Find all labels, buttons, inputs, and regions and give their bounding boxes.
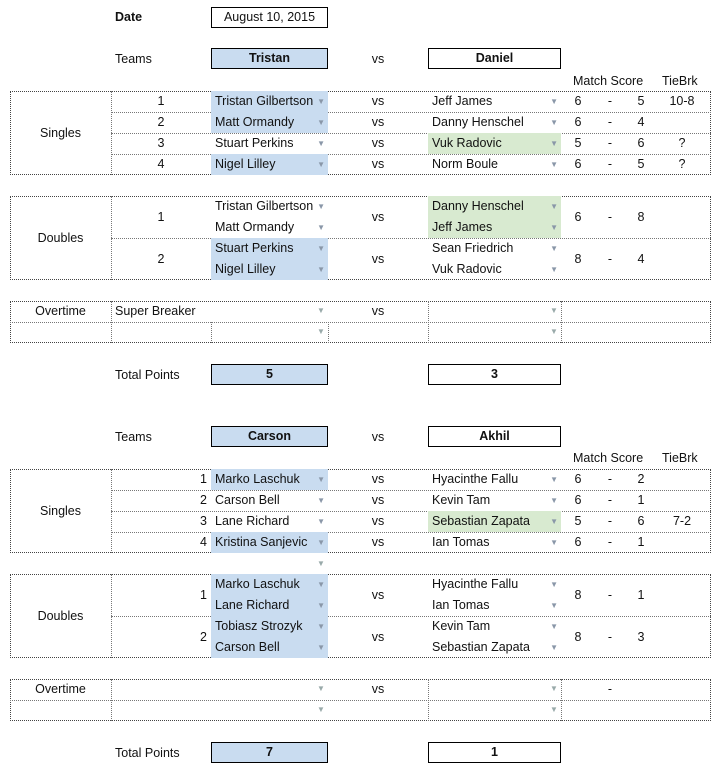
score-dash: -: [607, 252, 613, 266]
singles-player-b[interactable]: Danny Henschel ▼: [428, 112, 561, 133]
doubles-player-b1[interactable]: Kevin Tam ▼: [428, 616, 561, 637]
vs-label: vs: [371, 304, 385, 318]
total-points-a: 7: [211, 742, 328, 763]
singles-label: Singles: [40, 126, 81, 140]
vs-label: vs: [371, 115, 385, 129]
dropdown-arrow-icon[interactable]: ▼: [550, 223, 558, 232]
doubles-player-b2[interactable]: Vuk Radovic ▼: [428, 259, 561, 280]
score-b[interactable]: 6: [637, 136, 645, 150]
total-points-a: 5: [211, 364, 328, 385]
doubles-player-b2[interactable]: Jeff James ▼: [428, 217, 561, 238]
vs-label: vs: [371, 52, 385, 66]
doubles-player-a2[interactable]: Nigel Lilley ▼: [211, 259, 328, 280]
dropdown-arrow-icon[interactable]: ▼: [550, 475, 558, 484]
dropdown-arrow-icon[interactable]: ▼: [550, 118, 558, 127]
singles-player-a[interactable]: Stuart Perkins ▼: [211, 133, 328, 154]
score-b[interactable]: 4: [637, 115, 645, 129]
tiebreak-score[interactable]: 10-8: [669, 94, 695, 108]
total-points-b: 1: [428, 742, 561, 763]
score-a[interactable]: 8: [574, 252, 582, 266]
tiebreak-score[interactable]: ?: [678, 136, 686, 150]
singles-player-b[interactable]: Hyacinthe Fallu ▼: [428, 469, 561, 490]
score-b[interactable]: 1: [637, 493, 645, 507]
match-number: 3: [157, 136, 165, 150]
dropdown-arrow-icon[interactable]: ▼: [317, 580, 325, 589]
total-points-label: Total Points: [115, 368, 180, 382]
score-b[interactable]: 5: [637, 157, 645, 171]
doubles-number: 1: [200, 588, 207, 602]
singles-player-b[interactable]: Kevin Tam ▼: [428, 490, 561, 511]
score-dash: -: [607, 514, 613, 528]
score-dash: -: [607, 472, 613, 486]
vs-label: vs: [371, 472, 385, 486]
score-dash: -: [607, 535, 613, 549]
dropdown-arrow-icon[interactable]: ▼: [550, 139, 558, 148]
match-number: 4: [200, 535, 207, 549]
dropdown-arrow-icon[interactable]: ▼: [317, 160, 325, 169]
dropdown-arrow-icon[interactable]: ▼: [550, 327, 558, 336]
doubles-number: 2: [157, 252, 165, 266]
singles-player-a[interactable]: Matt Ormandy ▼: [211, 112, 328, 133]
score-b[interactable]: 3: [637, 630, 645, 644]
dropdown-arrow-icon[interactable]: ▼: [550, 517, 558, 526]
dropdown-arrow-icon[interactable]: ▼: [317, 327, 325, 336]
dropdown-arrow-icon[interactable]: ▼: [550, 202, 558, 211]
overtime-label: Overtime: [35, 682, 86, 696]
match-number: 3: [200, 514, 207, 528]
vs-label: vs: [371, 136, 385, 150]
teams-label: Teams: [115, 52, 152, 66]
tiebreak-score[interactable]: [660, 469, 704, 489]
vs-label: vs: [371, 535, 385, 549]
score-a[interactable]: 6: [574, 94, 582, 108]
score-a[interactable]: 5: [574, 514, 582, 528]
singles-player-b[interactable]: Jeff James ▼: [428, 91, 561, 112]
score-a[interactable]: 6: [574, 472, 582, 486]
score-b[interactable]: 4: [637, 252, 645, 266]
score-a[interactable]: 8: [574, 588, 582, 602]
singles-player-b[interactable]: Vuk Radovic ▼: [428, 133, 561, 154]
date-label: Date: [115, 10, 143, 24]
doubles-player-b2[interactable]: Sebastian Zapata ▼: [428, 637, 561, 658]
singles-player-a[interactable]: Lane Richard ▼: [211, 511, 328, 532]
singles-player-a[interactable]: Marko Laschuk ▼: [211, 469, 328, 490]
score-dash: -: [607, 493, 613, 507]
vs-label: vs: [371, 157, 385, 171]
dropdown-arrow-icon[interactable]: ▼: [317, 684, 325, 693]
vs-label: vs: [371, 430, 385, 444]
dropdown-arrow-icon[interactable]: ▼: [317, 517, 325, 526]
score-dash: -: [607, 210, 613, 224]
tiebreak-header: TieBrk: [662, 74, 698, 88]
doubles-number: 2: [200, 630, 207, 644]
dropdown-arrow-icon[interactable]: ▼: [317, 244, 325, 253]
score-b[interactable]: 8: [637, 210, 645, 224]
score-dash: -: [607, 588, 613, 602]
total-points-b: 3: [428, 364, 561, 385]
team-a-name[interactable]: Carson: [211, 426, 328, 447]
dropdown-arrow-icon[interactable]: ▼: [550, 643, 558, 652]
overtime-label: Overtime: [35, 304, 86, 318]
match-number: 2: [200, 493, 207, 507]
dropdown-arrow-icon[interactable]: ▼: [550, 684, 558, 693]
match-number: 4: [157, 157, 165, 171]
singles-player-a[interactable]: Nigel Lilley ▼: [211, 154, 328, 175]
total-points-label: Total Points: [115, 746, 180, 760]
score-a[interactable]: 5: [574, 136, 582, 150]
dropdown-arrow-icon[interactable]: ▼: [317, 306, 325, 315]
score-a[interactable]: 6: [574, 210, 582, 224]
doubles-player-a2[interactable]: Carson Bell ▼: [211, 637, 328, 658]
dropdown-arrow-icon[interactable]: ▼: [550, 265, 558, 274]
tiebreak-header: TieBrk: [662, 451, 698, 465]
singles-player-a[interactable]: Kristina Sanjevic ▼: [211, 532, 328, 553]
date-value[interactable]: August 10, 2015: [211, 7, 328, 28]
singles-player-b[interactable]: Ian Tomas ▼: [428, 532, 561, 553]
match-number: 1: [157, 94, 165, 108]
doubles-number: 1: [157, 210, 165, 224]
overtime-type[interactable]: Super Breaker: [115, 304, 196, 318]
dropdown-arrow-icon[interactable]: ▼: [550, 622, 558, 631]
tiebreak-score[interactable]: 7-2: [672, 514, 692, 528]
doubles-player-b1[interactable]: Sean Friedrich ▼: [428, 238, 561, 259]
team-a-name[interactable]: Tristan: [211, 48, 328, 69]
teams-label: Teams: [115, 430, 152, 444]
vs-label: vs: [371, 210, 385, 224]
score-b[interactable]: 5: [637, 94, 645, 108]
singles-label: Singles: [40, 504, 81, 518]
score-dash: -: [607, 682, 613, 696]
doubles-label: Doubles: [37, 231, 84, 245]
doubles-player-b1[interactable]: Danny Henschel ▼: [428, 196, 561, 217]
dropdown-arrow-icon[interactable]: ▼: [317, 705, 325, 714]
doubles-player-a1[interactable]: Tobiasz Strozyk ▼: [211, 616, 328, 637]
vs-label: vs: [371, 588, 385, 602]
vs-label: vs: [371, 682, 385, 696]
dropdown-arrow-icon[interactable]: ▼: [317, 223, 325, 232]
score-a[interactable]: 6: [574, 115, 582, 129]
dropdown-arrow-icon[interactable]: ▼: [317, 139, 325, 148]
score-dash: -: [607, 157, 613, 171]
dropdown-arrow-icon[interactable]: ▼: [317, 265, 325, 274]
doubles-player-b2[interactable]: Ian Tomas ▼: [428, 595, 561, 616]
tiebreak-score[interactable]: ?: [678, 157, 686, 171]
doubles-player-a2[interactable]: Matt Ormandy ▼: [211, 217, 328, 238]
singles-player-a[interactable]: Tristan Gilbertson ▼: [211, 91, 328, 112]
dropdown-arrow-icon[interactable]: ▼: [550, 496, 558, 505]
dropdown-arrow-icon[interactable]: ▼: [317, 643, 325, 652]
vs-label: vs: [371, 493, 385, 507]
match-score-header: Match Score: [573, 451, 644, 465]
dropdown-arrow-icon[interactable]: ▼: [550, 601, 558, 610]
doubles-player-a1[interactable]: Tristan Gilbertson ▼: [211, 196, 328, 217]
score-b[interactable]: 2: [637, 472, 645, 486]
score-dash: -: [607, 630, 613, 644]
dropdown-arrow-icon[interactable]: ▼: [317, 601, 325, 610]
doubles-player-b1[interactable]: Hyacinthe Fallu ▼: [428, 574, 561, 595]
dropdown-arrow-icon[interactable]: ▼: [550, 705, 558, 714]
match-number: 1: [200, 472, 207, 486]
tiebreak-score[interactable]: [660, 112, 704, 132]
vs-label: vs: [371, 514, 385, 528]
dropdown-arrow-icon[interactable]: ▼: [550, 160, 558, 169]
tiebreak-score[interactable]: [660, 490, 704, 510]
dropdown-arrow-icon[interactable]: ▼: [317, 538, 325, 547]
match-score-header: Match Score: [573, 74, 644, 88]
dropdown-arrow-icon[interactable]: ▼: [317, 202, 325, 211]
score-b[interactable]: 6: [637, 514, 645, 528]
doubles-label: Doubles: [37, 609, 84, 623]
doubles-player-a2[interactable]: Lane Richard ▼: [211, 595, 328, 616]
dropdown-arrow-icon[interactable]: ▼: [550, 306, 558, 315]
vs-label: vs: [371, 94, 385, 108]
score-a[interactable]: 6: [574, 535, 582, 549]
singles-player-b[interactable]: Sebastian Zapata ▼: [428, 511, 561, 532]
match-number: 2: [157, 115, 165, 129]
score-b[interactable]: 1: [637, 535, 645, 549]
dropdown-arrow-icon[interactable]: ▼: [550, 97, 558, 106]
team-b-name[interactable]: Akhil: [428, 426, 561, 447]
dropdown-arrow-icon[interactable]: ▼: [317, 97, 325, 106]
score-dash: -: [607, 115, 613, 129]
dropdown-arrow-icon[interactable]: ▼: [317, 118, 325, 127]
dropdown-arrow-icon[interactable]: ▼: [550, 538, 558, 547]
dropdown-arrow-icon[interactable]: ▼: [550, 244, 558, 253]
vs-label: vs: [371, 252, 385, 266]
score-a[interactable]: 8: [574, 630, 582, 644]
score-b[interactable]: 1: [637, 588, 645, 602]
dropdown-arrow-icon[interactable]: ▼: [317, 475, 325, 484]
score-dash: -: [607, 136, 613, 150]
doubles-player-a1[interactable]: Marko Laschuk ▼: [211, 574, 328, 595]
score-a[interactable]: 6: [574, 157, 582, 171]
doubles-player-a1[interactable]: Stuart Perkins ▼: [211, 238, 328, 259]
dropdown-arrow-icon[interactable]: ▼: [317, 559, 325, 568]
vs-label: vs: [371, 630, 385, 644]
tiebreak-score[interactable]: [660, 532, 704, 552]
dropdown-arrow-icon[interactable]: ▼: [550, 580, 558, 589]
score-dash: -: [607, 94, 613, 108]
dropdown-arrow-icon[interactable]: ▼: [317, 622, 325, 631]
singles-player-b[interactable]: Norm Boule ▼: [428, 154, 561, 175]
dropdown-arrow-icon[interactable]: ▼: [317, 496, 325, 505]
score-a[interactable]: 6: [574, 493, 582, 507]
singles-player-a[interactable]: Carson Bell ▼: [211, 490, 328, 511]
team-b-name[interactable]: Daniel: [428, 48, 561, 69]
